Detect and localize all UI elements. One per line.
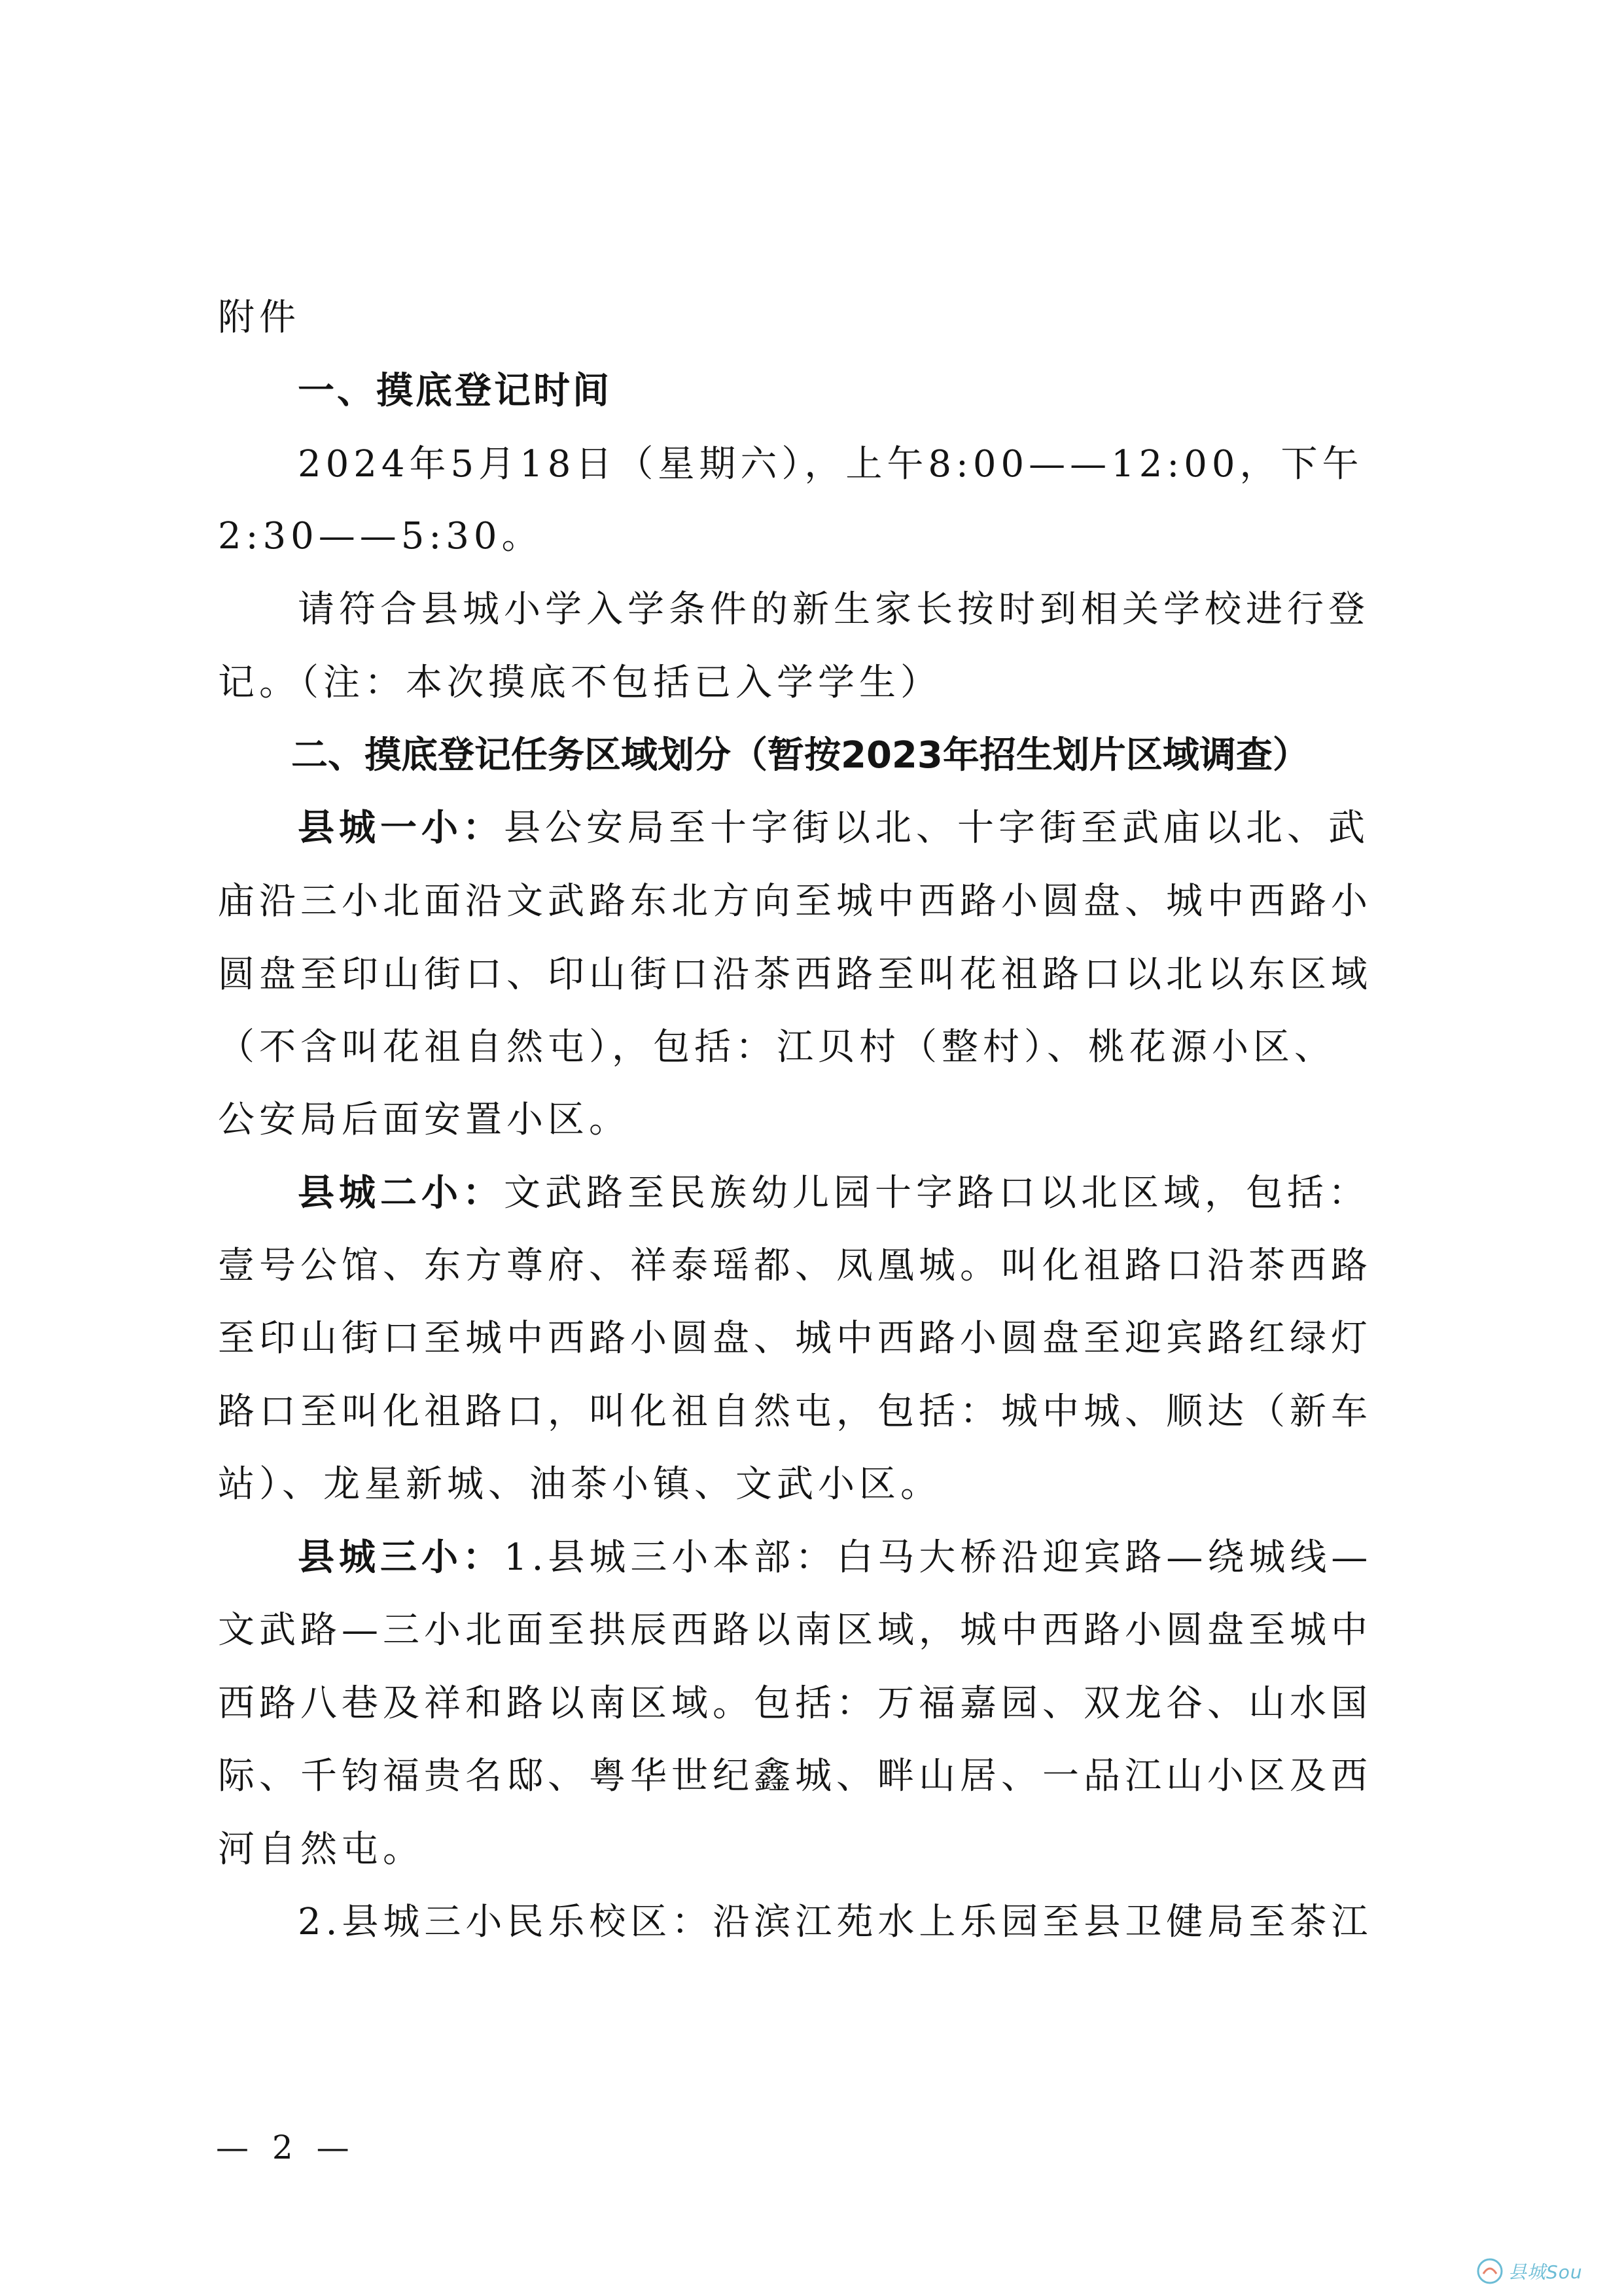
section1-heading: 一、摸底登记时间	[298, 370, 612, 412]
school2-name: 县城二小：	[298, 1172, 504, 1214]
school2-line: 壹号公馆、东方尊府、祥泰瑶都、凤凰城。叫化祖路口沿茶西路	[218, 1245, 1372, 1287]
school1-name: 县城一小：	[298, 807, 504, 849]
section2-heading: 二、摸底登记任务区域划分（暂按2023年招生划片区域调查）	[291, 734, 1309, 777]
school2-line: 文武路至民族幼儿园十字路口以北区域，包括：	[504, 1172, 1369, 1214]
attachment-label: 附件	[218, 296, 300, 339]
note-line-1: 请符合县城小学入学条件的新生家长按时到相关学校进行登	[298, 588, 1369, 631]
watermark-text: 县城Sou	[1508, 2261, 1583, 2283]
school3-paragraph-first-line	[298, 1532, 1372, 1584]
school2-line: 路口至叫化祖路口，叫化祖自然屯，包括：城中城、顺达（新车	[218, 1390, 1372, 1433]
time-line-2: 2:30——5:30。	[218, 515, 543, 557]
school3-line: 际、千钧福贵名邸、粤华世纪鑫城、畔山居、一品江山小区及西	[218, 1755, 1372, 1797]
school1-paragraph-first-line	[298, 802, 1369, 855]
school3-line: 文武路—三小北面至拱辰西路以南区域，城中西路小圆盘至城中	[218, 1609, 1372, 1651]
school2-paragraph-first-line	[298, 1167, 1369, 1220]
school1-line: 庙沿三小北面沿文武路东北方向至城中西路小圆盘、城中西路小	[218, 880, 1372, 923]
school1-line: 县公安局至十字街以北、十字街至武庙以北、武	[504, 807, 1369, 849]
school1-line: （不含叫花祖自然屯），包括：江贝村（整村）、桃花源小区、	[218, 1026, 1335, 1069]
note-line-2: 记。（注：本次摸底不包括已入学学生）	[218, 662, 942, 704]
school2-line: 站）、龙星新城、油茶小镇、文武小区。	[218, 1463, 942, 1506]
school1-line: 圆盘至印山街口、印山街口沿茶西路至叫花祖路口以北以东区域	[218, 953, 1372, 996]
school2-line: 至印山街口至城中西路小圆盘、城中西路小圆盘至迎宾路红绿灯	[218, 1317, 1372, 1360]
page-number: — 2 —	[216, 2128, 356, 2166]
watermark-logo-icon	[1475, 2257, 1504, 2286]
watermark	[1475, 2254, 1606, 2288]
school3-line: 河自然屯。	[218, 1828, 424, 1871]
school3-line: 1.县城三小本部：白马大桥沿迎宾路—绕城线—	[504, 1536, 1373, 1579]
school1-line: 公安局后面安置小区。	[218, 1099, 630, 1141]
school3-campus2-line: 2.县城三小民乐校区：沿滨江苑水上乐园至县卫健局至茶江	[298, 1901, 1373, 1943]
school3-line: 西路八巷及祥和路以南区域。包括：万福嘉园、双龙谷、山水国	[218, 1682, 1372, 1725]
school3-name: 县城三小：	[298, 1536, 504, 1579]
time-line-1: 2024年5月18日（星期六），上午8:00——12:00，下午	[298, 443, 1364, 486]
